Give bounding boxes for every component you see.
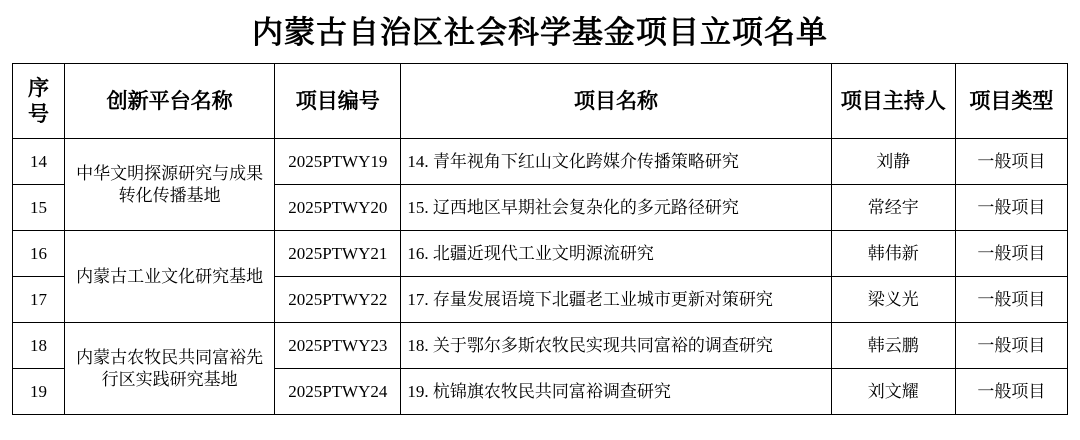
page-title: 内蒙古自治区社会科学基金项目立项名单 <box>252 15 828 50</box>
cell-project-host: 刘文耀 <box>831 369 955 415</box>
cell-project-host: 韩伟新 <box>831 231 955 277</box>
column-header-platform: 创新平台名称 <box>65 64 275 139</box>
project-list-table <box>12 63 1068 415</box>
cell-project-name: 19. 杭锦旗农牧民共同富裕调查研究 <box>401 369 831 415</box>
cell-project-host: 韩云鹏 <box>831 323 955 369</box>
table-row <box>13 139 1068 185</box>
cell-project-code: 2025PTWY22 <box>275 277 401 323</box>
column-header-seq: 序号 <box>13 64 65 139</box>
cell-project-host: 刘静 <box>831 139 955 185</box>
cell-project-type: 一般项目 <box>955 277 1067 323</box>
column-header-name: 项目名称 <box>401 64 831 139</box>
cell-project-type: 一般项目 <box>955 185 1067 231</box>
cell-platform: 内蒙古农牧民共同富裕先行区实践研究基地 <box>65 323 275 415</box>
cell-project-name: 14. 青年视角下红山文化跨媒介传播策略研究 <box>401 139 831 185</box>
cell-project-host: 常经宇 <box>831 185 955 231</box>
cell-seq: 16 <box>13 231 65 277</box>
cell-seq: 18 <box>13 323 65 369</box>
column-header-type: 项目类型 <box>955 64 1067 139</box>
table-body <box>13 139 1068 415</box>
cell-project-code: 2025PTWY19 <box>275 139 401 185</box>
table-row <box>13 323 1068 369</box>
cell-seq: 17 <box>13 277 65 323</box>
column-header-code: 项目编号 <box>275 64 401 139</box>
cell-seq: 14 <box>13 139 65 185</box>
cell-platform: 中华文明探源研究与成果转化传播基地 <box>65 139 275 231</box>
cell-project-type: 一般项目 <box>955 369 1067 415</box>
cell-project-code: 2025PTWY21 <box>275 231 401 277</box>
cell-seq: 15 <box>13 185 65 231</box>
table-row <box>13 231 1068 277</box>
cell-project-host: 梁义光 <box>831 277 955 323</box>
cell-project-type: 一般项目 <box>955 323 1067 369</box>
cell-platform: 内蒙古工业文化研究基地 <box>65 231 275 323</box>
cell-project-code: 2025PTWY20 <box>275 185 401 231</box>
cell-project-name: 17. 存量发展语境下北疆老工业城市更新对策研究 <box>401 277 831 323</box>
table-header <box>13 64 1068 139</box>
cell-seq: 19 <box>13 369 65 415</box>
cell-project-name: 15. 辽西地区早期社会复杂化的多元路径研究 <box>401 185 831 231</box>
table-header-row <box>13 64 1068 139</box>
cell-project-type: 一般项目 <box>955 139 1067 185</box>
column-header-host: 项目主持人 <box>831 64 955 139</box>
cell-project-type: 一般项目 <box>955 231 1067 277</box>
cell-project-code: 2025PTWY24 <box>275 369 401 415</box>
cell-project-name: 16. 北疆近现代工业文明源流研究 <box>401 231 831 277</box>
cell-project-name: 18. 关于鄂尔多斯农牧民实现共同富裕的调查研究 <box>401 323 831 369</box>
cell-project-code: 2025PTWY23 <box>275 323 401 369</box>
